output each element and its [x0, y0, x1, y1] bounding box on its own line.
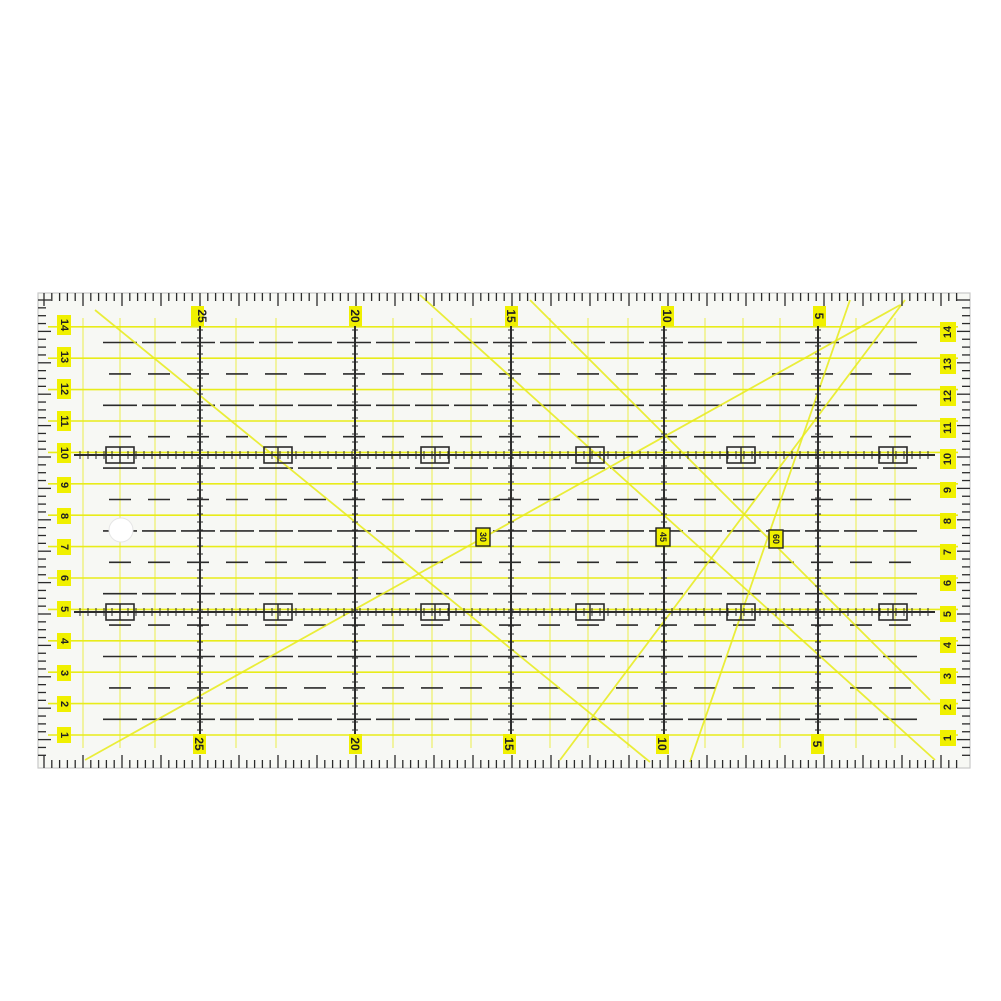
left-label-2 [57, 696, 71, 712]
svg-text:20: 20 [348, 309, 362, 323]
svg-text:3: 3 [58, 669, 70, 677]
left-label-5 [57, 601, 71, 617]
svg-text:11: 11 [58, 415, 70, 427]
left-label-12 [57, 379, 71, 399]
svg-text:9: 9 [58, 481, 70, 489]
right-label-7 [940, 544, 956, 560]
right-label-14 [940, 322, 956, 342]
hanging-hole [109, 518, 133, 542]
svg-text:7: 7 [942, 548, 954, 556]
svg-text:3: 3 [942, 672, 954, 680]
right-label-1 [940, 730, 956, 746]
svg-text:12: 12 [58, 382, 70, 396]
svg-text:10: 10 [655, 737, 669, 751]
svg-text:6: 6 [58, 574, 70, 582]
left-label-3 [57, 665, 71, 681]
svg-text:14: 14 [58, 318, 70, 332]
bottom-label-5 [810, 734, 824, 754]
top-label-5 [812, 306, 826, 326]
bottom-label-10 [655, 734, 669, 754]
svg-text:15: 15 [504, 309, 518, 323]
right-label-12 [940, 386, 956, 406]
svg-text:8: 8 [58, 512, 70, 520]
right-label-11 [940, 418, 956, 438]
svg-text:1: 1 [942, 734, 954, 742]
svg-text:60: 60 [771, 533, 781, 545]
svg-text:15: 15 [502, 737, 516, 751]
svg-text:8: 8 [942, 517, 954, 525]
svg-text:2: 2 [942, 703, 954, 711]
svg-text:5: 5 [812, 312, 826, 320]
bottom-label-25 [192, 734, 206, 754]
angle-marker-30 [476, 528, 490, 546]
right-label-9 [940, 482, 956, 498]
svg-text:7: 7 [58, 543, 70, 551]
svg-text:10: 10 [942, 452, 954, 466]
svg-text:10: 10 [660, 309, 674, 323]
svg-text:12: 12 [942, 389, 954, 403]
angle-marker-60 [769, 530, 783, 548]
svg-text:13: 13 [942, 357, 954, 371]
svg-text:10: 10 [58, 446, 70, 460]
right-label-4 [940, 637, 956, 653]
left-label-4 [57, 633, 71, 649]
svg-text:13: 13 [58, 350, 70, 364]
svg-text:4: 4 [942, 641, 954, 649]
svg-text:5: 5 [58, 605, 70, 613]
svg-text:45: 45 [658, 531, 668, 543]
svg-text:9: 9 [942, 486, 954, 494]
svg-text:11: 11 [942, 422, 954, 434]
svg-text:5: 5 [810, 740, 824, 748]
left-label-8 [57, 508, 71, 524]
top-label-10 [660, 306, 674, 326]
svg-text:4: 4 [58, 637, 70, 645]
svg-text:14: 14 [942, 325, 954, 339]
right-label-8 [940, 513, 956, 529]
left-label-9 [57, 477, 71, 493]
left-label-10 [57, 443, 71, 463]
right-label-5 [940, 606, 956, 622]
left-label-11 [57, 411, 71, 431]
svg-text:5: 5 [942, 610, 954, 618]
svg-text:1: 1 [58, 731, 70, 739]
left-label-1 [57, 727, 71, 743]
top-label-15 [504, 306, 518, 326]
svg-text:25: 25 [195, 309, 209, 323]
right-label-10 [940, 449, 956, 469]
top-label-20 [348, 306, 362, 326]
svg-text:6: 6 [942, 579, 954, 587]
svg-text:2: 2 [58, 700, 70, 708]
left-label-6 [57, 570, 71, 586]
left-label-13 [57, 347, 71, 367]
right-label-6 [940, 575, 956, 591]
svg-text:30: 30 [478, 531, 488, 543]
bottom-label-20 [348, 734, 362, 754]
bottom-label-15 [502, 734, 516, 754]
left-label-14 [57, 315, 71, 335]
angle-marker-45 [656, 528, 670, 546]
left-label-7 [57, 539, 71, 555]
right-label-3 [940, 668, 956, 684]
right-label-2 [940, 699, 956, 715]
svg-text:20: 20 [348, 737, 362, 751]
svg-text:25: 25 [192, 737, 206, 751]
right-label-13 [940, 354, 956, 374]
